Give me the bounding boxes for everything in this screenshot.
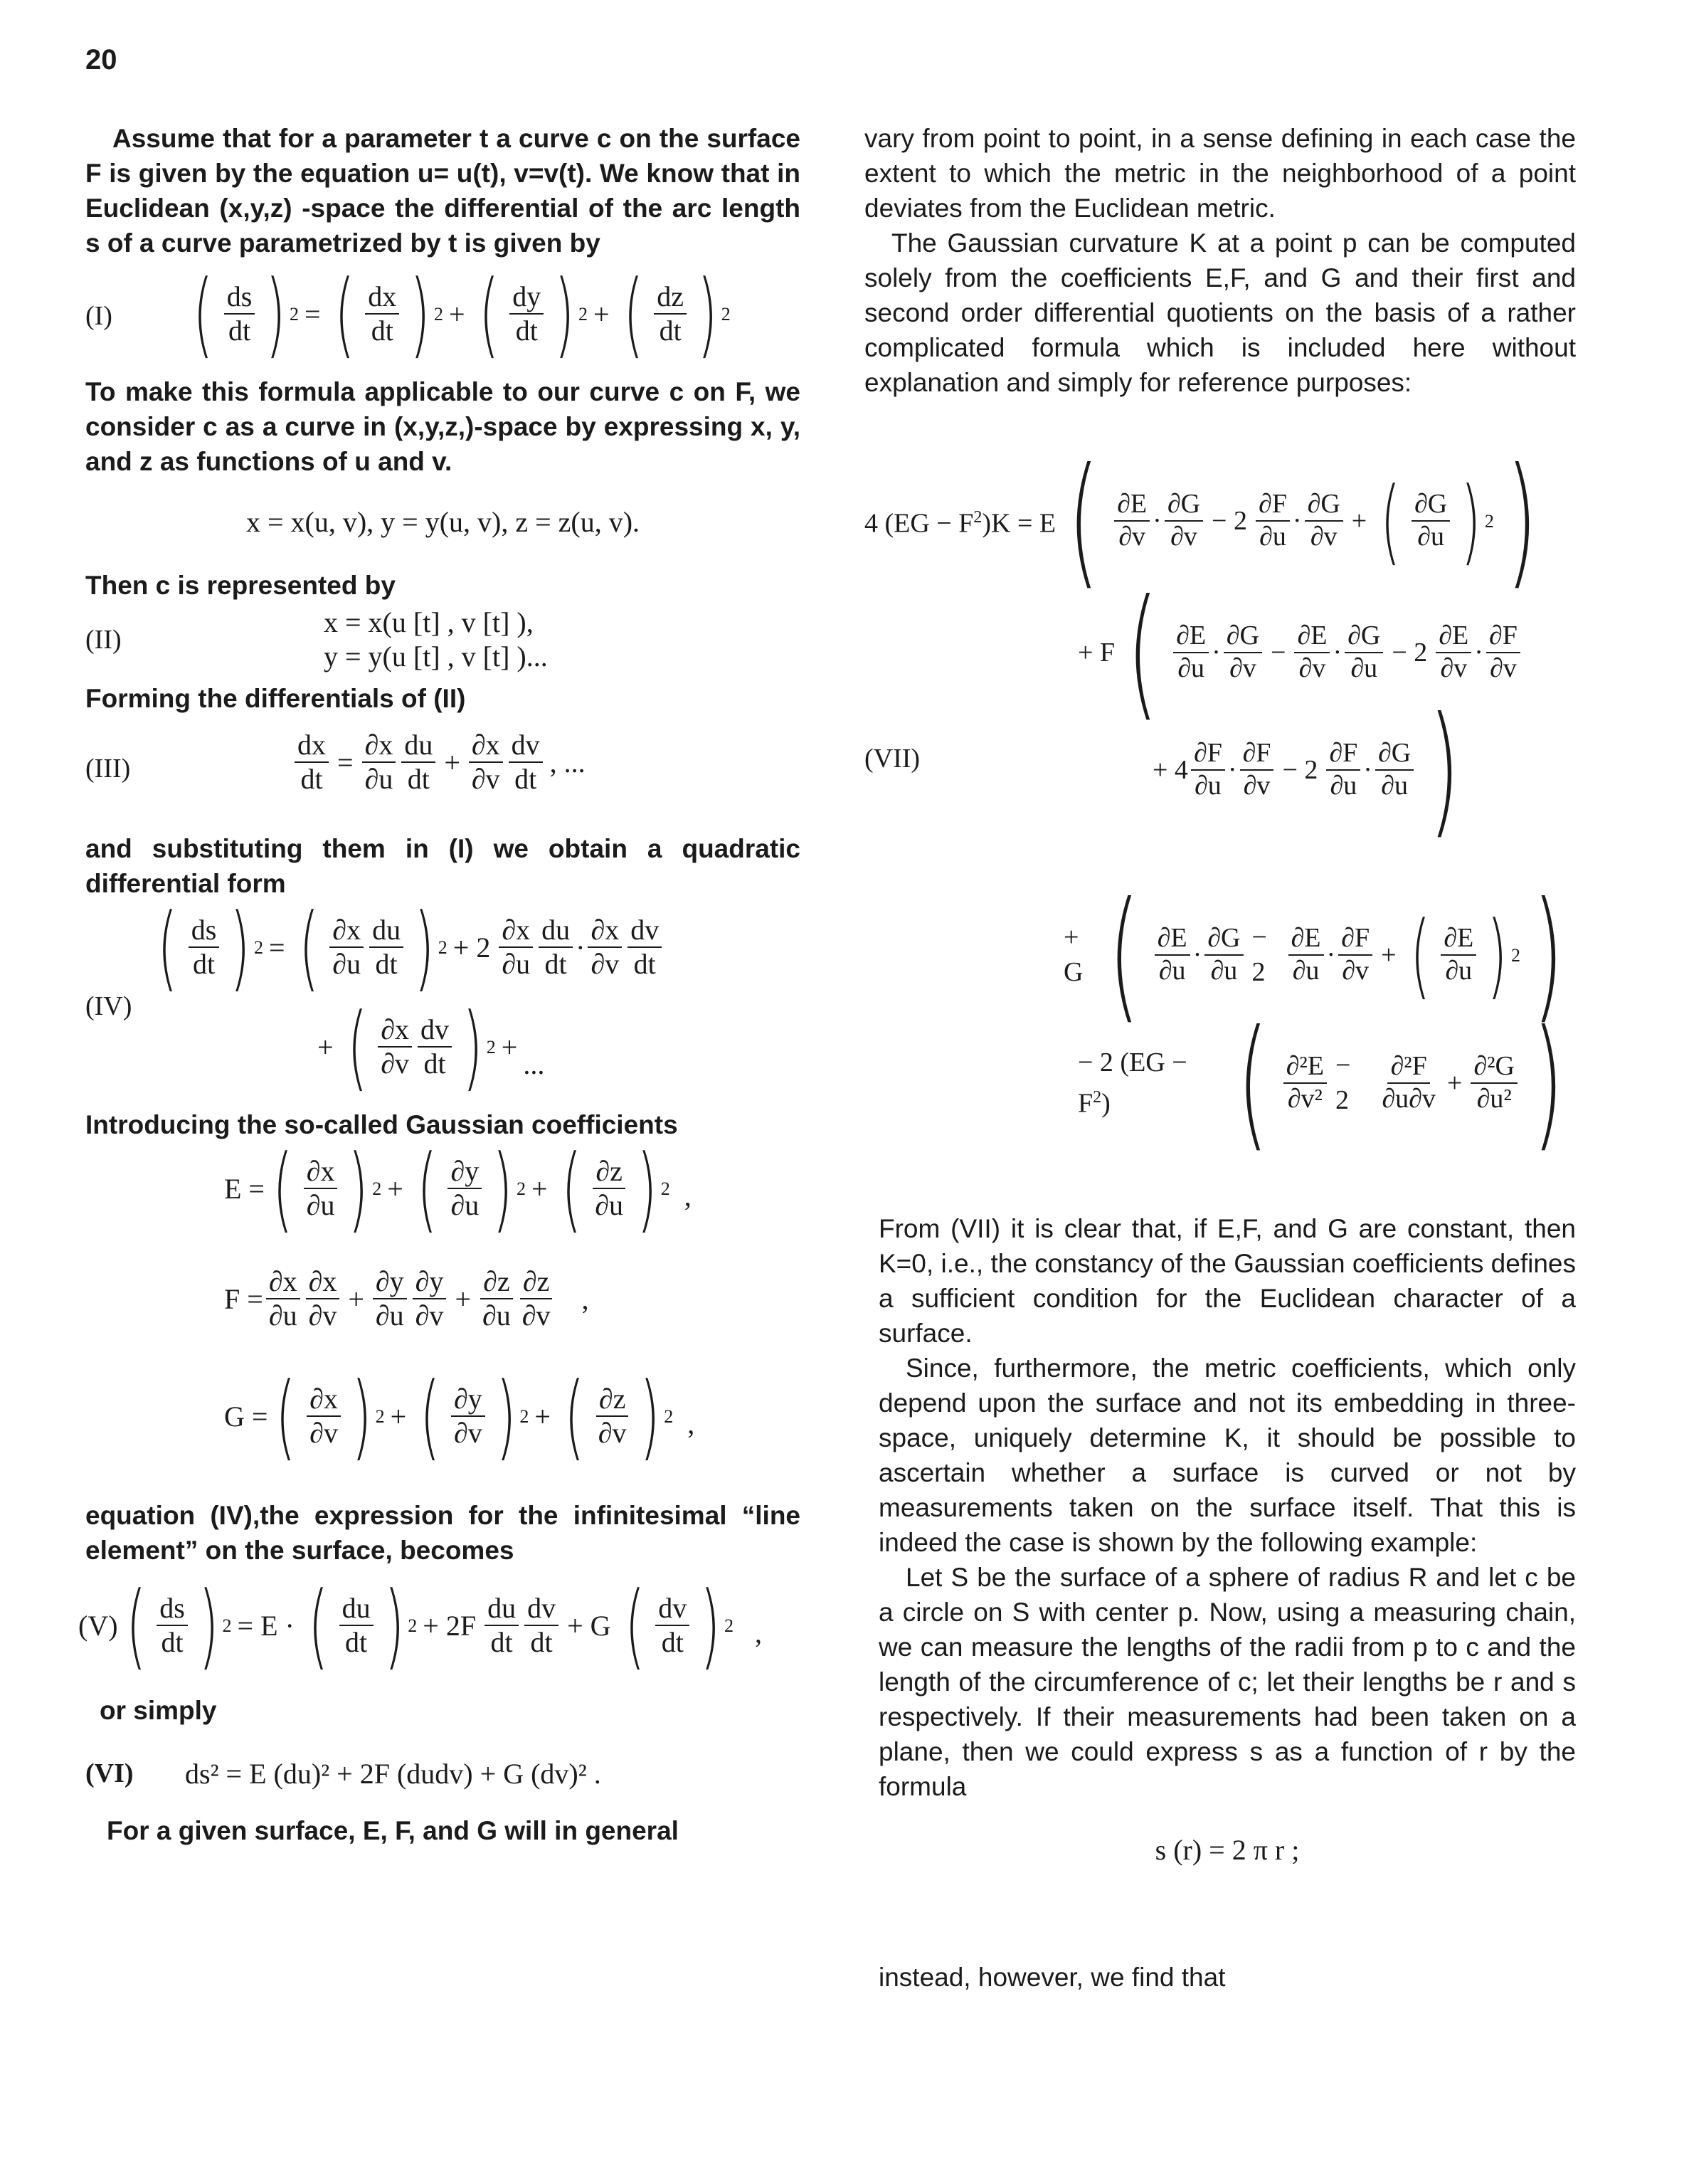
equation-label: (IV) xyxy=(85,991,132,1021)
equation-xyz: x = x(u, v), y = y(u, v), z = z(u, v). xyxy=(245,506,640,538)
equation-V: (V) ( $\frac{ds}{dt}$ ) 2 = E · ( $\frac{du}{dt}$ ) 2 + 2F $\frac{du}{dt}$ $\frac{dv}{dt}$ + G ( $\frac{dv}{dt}$ ) 2 , xyxy=(78,1571,762,1679)
paragraph: equation (IV),the expression for the infinitesimal “line element” on the surface, becomes xyxy=(85,1501,800,1565)
equation-label: (VII) xyxy=(864,744,921,774)
paragraph: Since, furthermore, the metric coefficients, which only depend upon the surface and not its embedding in three-space, uniquely determine K, it should be possible to ascertain whether a surface is curved or not by measurements taken on the surface itself. That this is indeed the case is shown by the following example: xyxy=(879,1354,1576,1557)
equation-VII: (VII) 4 $(EG - F^2)K = E$ ( $\frac{\partial E}{\partial v}$ · $\frac{\partial G}{\partial v}$ − 2 $\frac{\partial F}{\partial u}$ · $\frac{\partial G}{\partial v}$ + ( $\frac{\partial G}{\partial u}$ ) 2 ) + F ( $\frac{\partial E}{\partial u}$ · $\frac{\partial G}{\partial v}$ − $\frac{\partial E}{\partial v}$ · $\frac{\partial G}{\partial u}$ − 2 $\frac{\partial E}{\partial v}$ · $\frac{\partial F}{\partial v}$ + 4 $\frac{\partial F}{\partial u}$ · $\frac{\partial F}{\partial v}$ − 2 $\frac{\partial F}{\partial u}$ · $\frac{\partial G}{\partial u}$ ) + G ( $\frac{\partial E}{\partial u}$ · $\frac{\partial G}{\partial u}$ − 2 $\frac{\partial E}{\partial u}$ · $\frac{\partial F}{\partial v}$ + ( $\frac{\partial E}{\partial u}$ ) 2 ) − 2 $(EG - F^2)$ ( $\frac{\text{∂²E}}{\text{∂v²}}$ − 2 $\frac{\text{∂²F}}{\partial u\partial v}$ + $\frac{\text{∂²G}}{\text{∂u²}}$ ) xyxy=(864,438,1564,1166)
equation-III: (III) $\frac{dx}{dt}$ = $\frac{\partial x}{\partial u}$ $\frac{du}{dt}$ + $\frac{\partial x}{\partial v}$ $\frac{dv}{dt}$ , ... xyxy=(85,729,586,795)
paragraph: Assume that for a parameter t a curve c on the surface F is given by the equation u= u(t), v=v(t). We know that in Euclidean (x,y,z) -space the differential of the arc length s of a curve parametrized by t is given by xyxy=(85,124,800,258)
equation-line: x = x(u [t] , v [t] ), xyxy=(324,606,534,638)
paragraph: or simply xyxy=(100,1696,217,1725)
equation-VI xyxy=(85,1756,800,1813)
equation-label: (II) xyxy=(85,625,122,655)
equation-I: (I) ( $\frac{ds}{dt}$ ) 2 = ( $\frac{dx}{dt}$ ) 2 + ( $\frac{dy}{dt}$ ) 2 + ( $\frac{dz}{dt}$ ) 2 xyxy=(85,260,731,368)
equation-line: y = y(u [t] , v [t] )... xyxy=(324,640,548,672)
equation-line: ds² = E (du)² + 2F (dudv) + G (dv)² . xyxy=(185,1758,601,1790)
equation-label: (I) xyxy=(85,301,112,331)
paragraph: For a given surface, E, F, and G will in general xyxy=(107,1816,679,1845)
equation-IV: (IV) ( $\frac{ds}{dt}$ ) 2 = ( $\frac{\partial x}{\partial u}$ $\frac{du}{dt}$ ) 2 + 2 $\frac{\partial x}{\partial u}$ $\frac{du}{dt}$ · $\frac{\partial x}{\partial v}$ $\frac{dv}{dt}$ + ( $\frac{\partial x}{\partial v}$ $\frac{dv}{dt}$ ) 2 + ... xyxy=(85,901,800,1107)
paragraph: Let S be the surface of a sphere of radius R and let c be a circle on S with center p. Now, using a measuring chain, we can measure the lengths of the radii from p to c and the length of the circumference of c; let their lengths be r and s respectively. If their measurements had been taken on a plane, then we could express s as a function of r by the formula xyxy=(879,1563,1576,1801)
left-column xyxy=(78,121,800,1848)
paragraph: Then c is represented by xyxy=(85,571,396,600)
equation-gaussian-coefficients: E = ( $\frac{\partial x}{\partial u}$ ) 2 + ( $\frac{\partial y}{\partial u}$ ) 2 + ( $\frac{\partial z}{\partial u}$ ) 2 , F = $\frac{\partial x}{\partial u}$ $\frac{\partial x}{\partial v}$ + $\frac{\partial y}{\partial u}$ $\frac{\partial y}{\partial v}$ + $\frac{\partial z}{\partial u}$ $\frac{\partial z}{\partial v}$ , G = ( $\frac{\partial x}{\partial v}$ ) 2 + ( $\frac{\partial y}{\partial v}$ ) 2 + ( $\frac{\partial z}{\partial v}$ ) 2 , xyxy=(224,1134,695,1470)
equation-label: (V) xyxy=(78,1609,118,1642)
equation-label: (III) xyxy=(85,754,131,784)
paragraph: instead, however, we find that xyxy=(879,1963,1226,1992)
paragraph: and substituting them in (I) we obtain a quadratic differential form xyxy=(85,834,800,898)
paragraph: Forming the differentials of (II) xyxy=(85,684,466,713)
paragraph: Introducing the so-called Gaussian coefficients xyxy=(85,1110,678,1139)
equation-circumference: s (r) = 2 π r ; xyxy=(1155,1834,1300,1866)
page-number: 20 xyxy=(85,44,117,75)
paragraph: To make this formula applicable to our curve c on F, we consider c as a curve in (x,y,z,)-space by expressing x, y, and z as functions of u and v. xyxy=(85,377,800,476)
equation-label: (VI) xyxy=(85,1758,134,1788)
paragraph: The Gaussian curvature K at a point p can be computed solely from the coefficients E,F, and G and their first and second order differential quotients on the basis of a rather complicated formula which is included here without explanation and simply for reference purposes: xyxy=(864,228,1576,397)
paragraph: vary from point to point, in a sense defining in each case the extent to which the metric in the neighborhood of a point deviates from the Euclidean metric. xyxy=(864,124,1576,223)
right-column xyxy=(864,121,1576,1995)
equation-II xyxy=(85,603,800,681)
paragraph: From (VII) it is clear that, if E,F, and G are constant, then K=0, i.e., the constancy of the Gaussian coefficients defines a sufficient condition for the Euclidean character of a surface. xyxy=(879,1214,1576,1348)
